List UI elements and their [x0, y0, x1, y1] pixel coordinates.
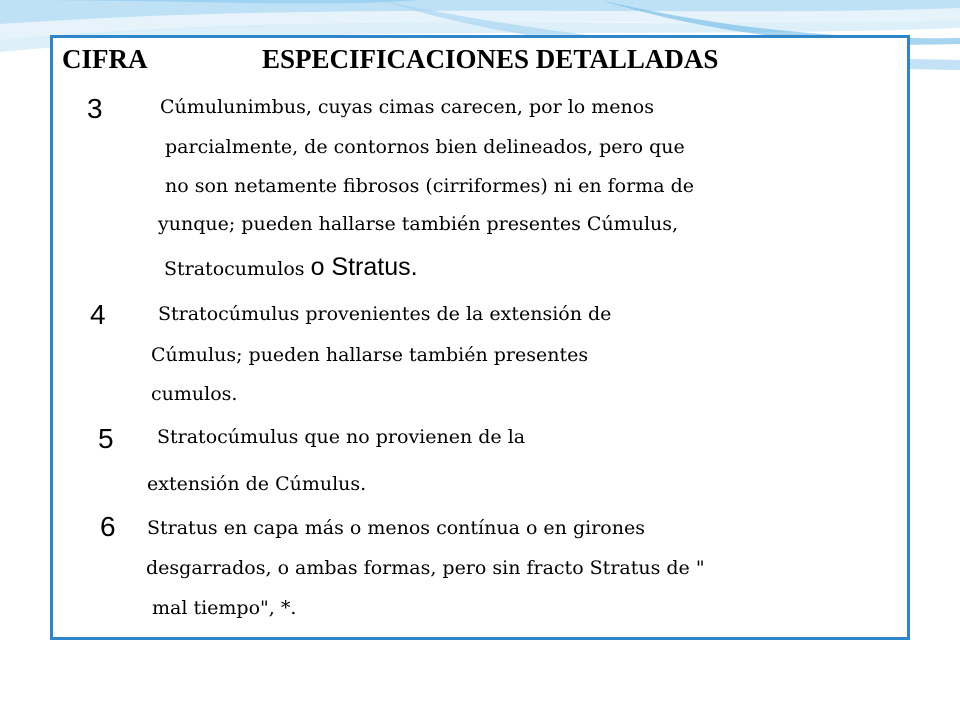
item-3-line-5: [164, 253, 418, 282]
item-6-line-3: mal tiempo", *.: [152, 597, 297, 619]
item-6-line-1: Stratus en capa más o menos contínua o en girones: [147, 517, 645, 539]
item-number-5: 5: [98, 423, 114, 454]
header-cifra: CIFRA: [62, 44, 148, 74]
item-3-line-2: parcialmente, de contornos bien delineados, pero que: [165, 136, 685, 158]
item-3-line-3: no son netamente fibrosos (cirriformes) ni en forma de: [165, 175, 694, 197]
item-4-line-2: Cúmulus; pueden hallarse también presentes: [151, 344, 589, 366]
item-number-3: 3: [87, 93, 103, 124]
item-3-line-1: Cúmulunimbus, cuyas cimas carecen, por lo menos: [160, 96, 654, 118]
item-3-line-4: yunque; pueden hallarse también presentes Cúmulus,: [158, 213, 679, 235]
item-3-line-5-start: Stratocumulos: [164, 258, 311, 280]
item-5-line-1: Stratocúmulus que no provienen de la: [157, 426, 526, 448]
item-4-line-3: cumulos.: [151, 383, 238, 405]
header-title: ESPECIFICACIONES DETALLADAS: [262, 44, 719, 74]
item-number-4: 4: [90, 299, 106, 330]
content-box: [50, 35, 910, 640]
item-3-line-5-end: o Stratus.: [310, 253, 418, 281]
item-6-line-2: desgarrados, o ambas formas, pero sin fracto Stratus de ": [146, 557, 705, 579]
item-number-6: 6: [100, 511, 116, 542]
item-5-line-2: extensión de Cúmulus.: [147, 473, 367, 495]
item-4-line-1: Stratocúmulus provenientes de la extensión de: [158, 303, 612, 325]
